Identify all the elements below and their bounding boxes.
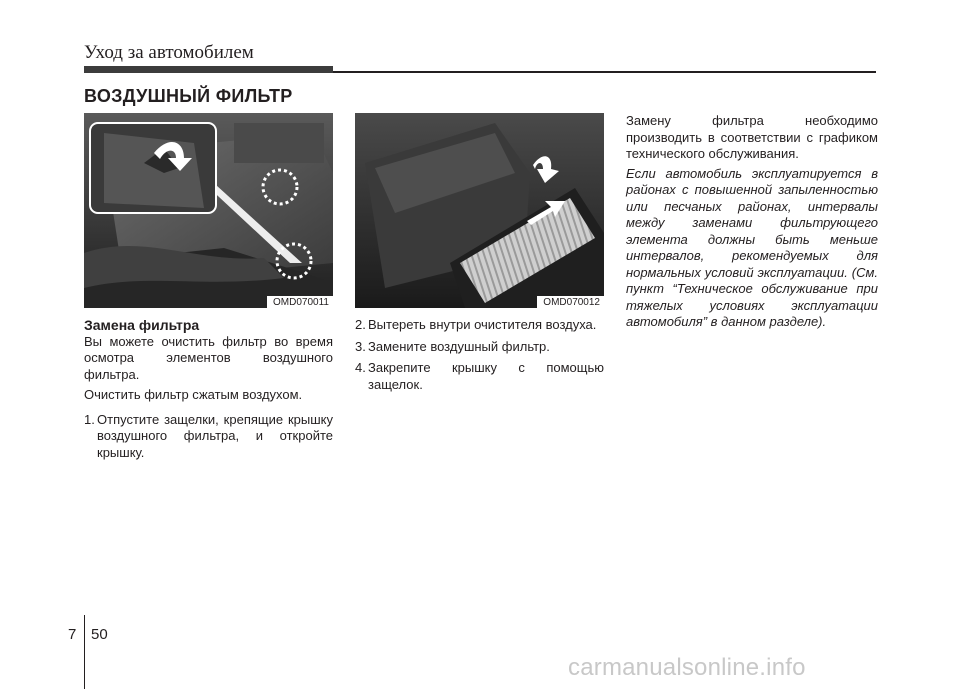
subheading-filter-replacement: Замена фильтра (84, 317, 200, 333)
header-rule (333, 71, 876, 73)
figure-air-filter-element (355, 113, 604, 308)
watermark: carmanualsonline.info (568, 654, 806, 681)
step-text: Вытереть внутри очистителя воздуха. (368, 317, 597, 332)
column-1 (84, 317, 333, 461)
engine-bay-photo (84, 113, 333, 308)
paragraph-italic: Если автомобиль эксплуатируется в районах с повышенной запыленностью или песчаных районах, интервалы между заменами фильтрующего элемента должны быть меньше интервалов, рекомендуемых для нормальных условий эксплуатации. (См. пункт “Техническое обслуживание при тяжелых условиях эксплуатации автомобиля” в данном разделе). (626, 165, 878, 329)
step-item (355, 360, 604, 393)
step-text: Отпустите защелки, крепящие крышку воздушного фильтра, и откройте крышку. (97, 411, 333, 460)
footer-divider (84, 615, 85, 689)
paragraph: Очистить фильтр сжатым воздухом. (84, 387, 303, 402)
header-title: Уход за автомобилем (84, 42, 254, 63)
chapter-number: 7 (68, 626, 77, 643)
air-filter-photo (355, 113, 604, 308)
paragraph: Замену фильтра необходимо производить в соответствии с графиком технического обслуживания. (626, 113, 878, 161)
step-item (355, 339, 604, 356)
paragraph: Вы можете очистить фильтр во время осмотра элементов воздушного фильтра. (84, 333, 333, 382)
column-2 (355, 317, 604, 393)
step-number: 4. (355, 360, 366, 375)
page-number: 50 (91, 626, 108, 643)
step-text: Закрепите крышку с помощью защелок. (368, 360, 604, 392)
step-number: 1. (84, 411, 95, 427)
step-number: 2. (355, 317, 366, 332)
figure-air-filter-latches (84, 113, 333, 308)
column-3 (626, 113, 878, 331)
step-item (355, 317, 604, 334)
step-item (84, 412, 333, 462)
figure-code: OMD070011 (267, 296, 333, 308)
figure-code: OMD070012 (537, 296, 604, 308)
header-bar (84, 66, 333, 73)
step-number: 3. (355, 338, 366, 354)
step-text: Замените воздушный фильтр. (368, 338, 550, 354)
section-title: ВОЗДУШНЫЙ ФИЛЬТР (84, 86, 293, 106)
